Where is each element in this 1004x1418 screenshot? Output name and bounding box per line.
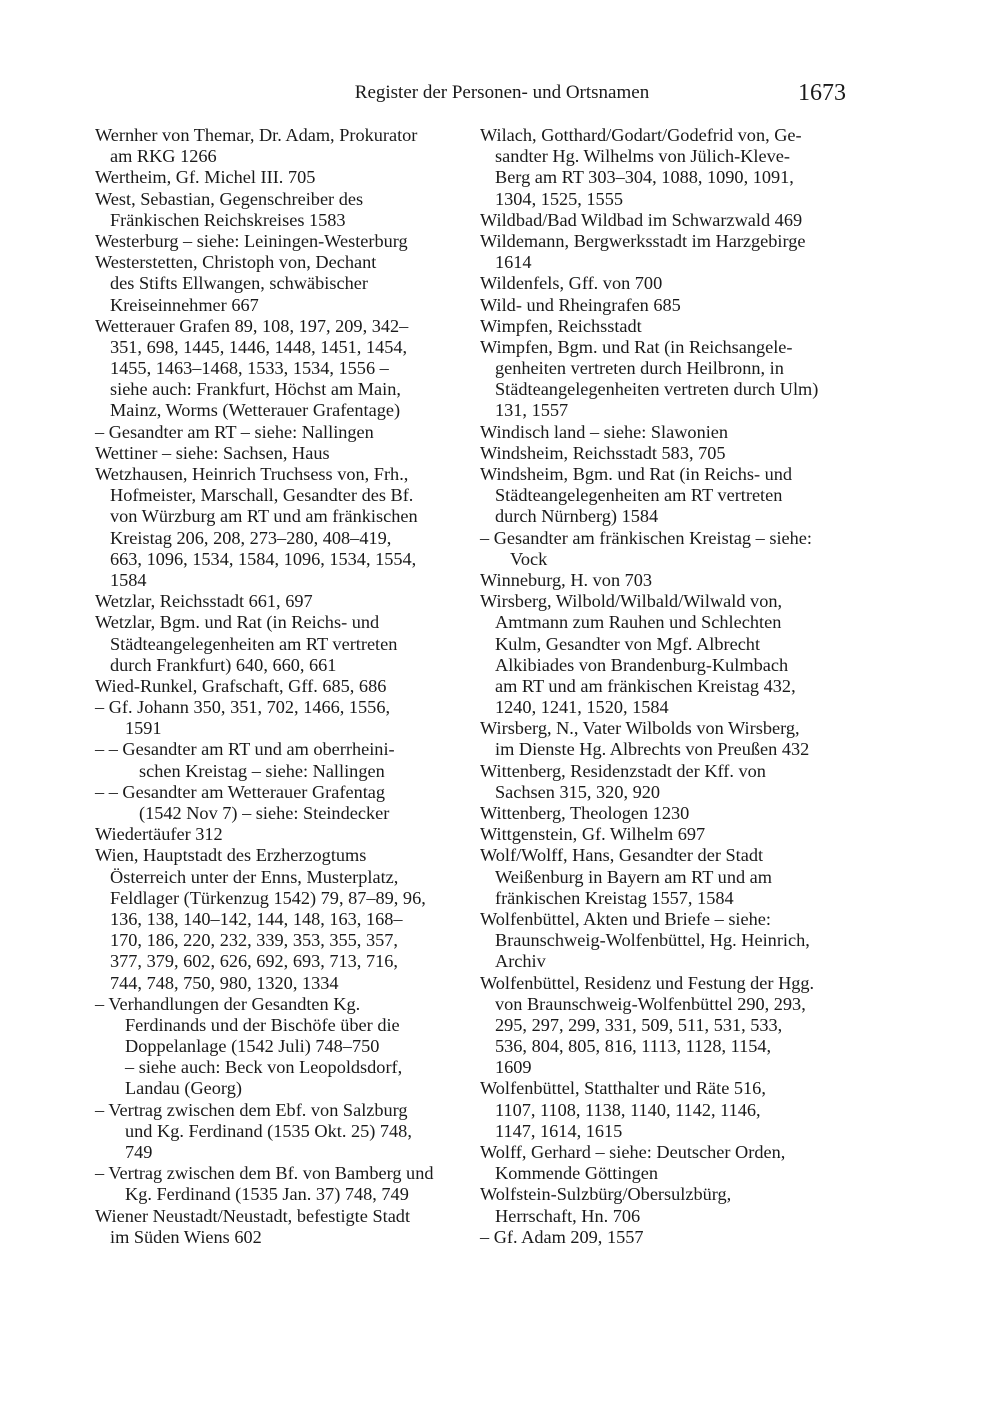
index-line: siehe auch: Frankfurt, Höchst am Main, — [110, 379, 401, 400]
index-line: Wildemann, Bergwerksstadt im Harzgebirge — [480, 230, 806, 251]
index-line: – Vertrag zwischen dem Bf. von Bamberg und — [95, 1163, 434, 1184]
index-line: 1614 — [495, 252, 532, 273]
index-line: 536, 804, 805, 816, 1113, 1128, 1154, — [495, 1036, 772, 1057]
index-line: Landau (Georg) — [125, 1078, 242, 1099]
index-line: Wied-Runkel, Grafschaft, Gff. 685, 686 — [95, 675, 387, 696]
index-line: – Gesandter am fränkischen Kreistag – siehe: — [480, 527, 812, 548]
index-line: Westerstetten, Christoph von, Dechant — [95, 252, 377, 273]
index-line: im Dienste Hg. Albrechts von Preußen 432 — [495, 739, 810, 760]
index-line: Winneburg, H. von 703 — [480, 569, 653, 590]
index-line: Wernher von Themar, Dr. Adam, Prokurator — [95, 125, 418, 145]
index-line: 1455, 1463–1468, 1533, 1534, 1556 – — [110, 358, 389, 379]
index-line: 351, 698, 1445, 1446, 1448, 1451, 1454, — [110, 336, 408, 357]
index-line: durch Frankfurt) 640, 660, 661 — [110, 654, 337, 675]
index-line: Kreiseinnehmer 667 — [110, 294, 259, 315]
index-line: Windsheim, Reichsstadt 583, 705 — [480, 442, 726, 463]
index-line: 1107, 1108, 1138, 1140, 1142, 1146, — [495, 1099, 761, 1120]
index-line: Wetzlar, Reichsstadt 661, 697 — [95, 591, 313, 612]
index-line: Windisch land – siehe: Slawonien — [480, 421, 729, 442]
index-line: Wolfstein-Sulzbürg/Obersulzbürg, — [480, 1184, 732, 1205]
index-line: Wirsberg, Wilbold/Wilbald/Wilwald von, — [480, 591, 783, 612]
index-line: Herrschaft, Hn. 706 — [495, 1205, 641, 1226]
index-line: Wolf/Wolff, Hans, Gesandter der Stadt — [480, 845, 764, 866]
index-line: 744, 748, 750, 980, 1320, 1334 — [110, 972, 339, 993]
index-line: 1304, 1525, 1555 — [495, 188, 623, 209]
index-line: Westerburg – siehe: Leiningen-Westerburg — [95, 230, 408, 251]
index-line: Windsheim, Bgm. und Rat (in Reichs- und — [480, 464, 793, 484]
index-line: – siehe auch: Beck von Leopoldsdorf, — [125, 1057, 403, 1078]
index-line: von Würzburg am RT und am fränkischen — [110, 506, 418, 527]
index-line: – Gesandter am RT – siehe: Nallingen — [95, 421, 374, 442]
index-line: Berg am RT 303–304, 1088, 1090, 1091, — [495, 167, 794, 188]
index-line: Wittenberg, Residenzstadt der Kff. von — [480, 760, 766, 781]
index-line: 1591 — [125, 718, 162, 739]
index-line: Wolfenbüttel, Akten und Briefe – siehe: — [480, 908, 771, 929]
index-line: Kommende Göttingen — [495, 1163, 658, 1184]
index-line: Wiener Neustadt/Neustadt, befestigte Stadt — [95, 1205, 411, 1226]
index-line: Mainz, Worms (Wetterauer Grafentage) — [110, 400, 401, 421]
index-line: 1147, 1614, 1615 — [495, 1120, 623, 1141]
index-line: 749 — [125, 1142, 153, 1162]
index-line: von Braunschweig-Wolfenbüttel 290, 293, — [495, 993, 806, 1014]
index-line: Wetzhausen, Heinrich Truchsess von, Frh., — [95, 464, 409, 484]
index-line: fränkischen Kreistag 1557, 1584 — [495, 887, 734, 908]
index-line: durch Nürnberg) 1584 — [495, 506, 659, 527]
index-line: Wimpfen, Reichsstadt — [480, 315, 642, 336]
index-line: und Kg. Ferdinand (1535 Okt. 25) 748, — [125, 1120, 412, 1141]
index-line: Wilach, Gotthard/Godart/Godefrid von, Ge- — [480, 125, 802, 145]
index-line: – Vertrag zwischen dem Ebf. von Salzburg — [95, 1099, 408, 1120]
index-line: Fränkischen Reichskreises 1583 — [110, 209, 346, 230]
index-line: 663, 1096, 1534, 1584, 1096, 1534, 1554, — [110, 548, 417, 569]
index-line: Sachsen 315, 320, 920 — [495, 781, 661, 802]
index-line: Wirsberg, N., Vater Wilbolds von Wirsberg, — [480, 718, 800, 739]
index-line: Wolfenbüttel, Statthalter und Räte 516, — [480, 1078, 766, 1099]
index-line: Städteangelegenheiten am RT vertreten — [495, 485, 783, 506]
index-line: – – Gesandter am RT und am oberrheini- — [95, 739, 395, 760]
index-line: 295, 297, 299, 331, 509, 511, 531, 533, — [495, 1014, 783, 1035]
index-line: Wiedertäufer 312 — [95, 824, 223, 845]
index-line: Doppelanlage (1542 Juli) 748–750 — [125, 1036, 380, 1057]
index-line: 1240, 1241, 1520, 1584 — [495, 697, 669, 718]
index-line: West, Sebastian, Gegenschreiber des — [95, 188, 364, 209]
index-line: Kg. Ferdinand (1535 Jan. 37) 748, 749 — [125, 1184, 409, 1205]
index-line: Wertheim, Gf. Michel III. 705 — [95, 167, 316, 188]
index-line: Wolfenbüttel, Residenz und Festung der Hgg. — [480, 972, 815, 993]
index-line: Österreich unter der Enns, Musterplatz, — [110, 866, 399, 887]
index-line: 131, 1557 — [495, 400, 569, 421]
index-column-right — [480, 125, 852, 1248]
index-line: – Verhandlungen der Gesandten Kg. — [95, 993, 361, 1014]
index-line: Wittgenstein, Gf. Wilhelm 697 — [480, 824, 706, 845]
index-line: 377, 379, 602, 626, 692, 693, 713, 716, — [110, 951, 398, 972]
index-line: genheiten vertreten durch Heilbronn, in — [495, 358, 784, 379]
index-line: – Gf. Adam 209, 1557 — [480, 1226, 644, 1247]
index-line: des Stifts Ellwangen, schwäbischer — [110, 273, 368, 294]
index-line: Wild- und Rheingrafen 685 — [480, 294, 681, 315]
index-line: Städteangelegenheiten am RT vertreten — [110, 633, 398, 654]
index-line: – Gf. Johann 350, 351, 702, 1466, 1556, — [95, 697, 391, 718]
index-line: – – Gesandter am Wetterauer Grafentag — [95, 781, 386, 802]
index-line: 136, 138, 140–142, 144, 148, 163, 168– — [110, 908, 403, 929]
index-line: Wolff, Gerhard – siehe: Deutscher Orden, — [480, 1142, 786, 1162]
index-line: am RT und am fränkischen Kreistag 432, — [495, 675, 796, 696]
index-line: 1609 — [495, 1057, 532, 1078]
index-line: am RKG 1266 — [110, 146, 217, 167]
index-line: Wittenberg, Theologen 1230 — [480, 803, 690, 823]
index-line: 1584 — [110, 569, 147, 590]
index-line: schen Kreistag – siehe: Nallingen — [139, 760, 385, 781]
index-line: Hofmeister, Marschall, Gesandter des Bf. — [110, 485, 414, 506]
index-line: im Süden Wiens 602 — [110, 1226, 262, 1247]
index-line: Ferdinands und der Bischöfe über die — [125, 1014, 400, 1035]
index-line: sandter Hg. Wilhelms von Jülich-Kleve- — [495, 146, 790, 167]
index-line: Weißenburg in Bayern am RT und am — [495, 866, 773, 887]
index-line: 170, 186, 220, 232, 339, 353, 355, 357, — [110, 930, 398, 951]
index-line: Wimpfen, Bgm. und Rat (in Reichsangele- — [480, 336, 793, 357]
index-column-left — [95, 125, 467, 1248]
index-line: Alkibiades von Brandenburg-Kulmbach — [495, 654, 789, 675]
index-line: Städteangelegenheiten vertreten durch Ulm) — [495, 379, 819, 400]
index-line: Vock — [510, 548, 548, 569]
index-line: (1542 Nov 7) – siehe: Steindecker — [139, 803, 390, 823]
header-title: Register der Personen- und Ortsnamen — [354, 82, 650, 103]
index-line: Wettiner – siehe: Sachsen, Haus — [95, 442, 330, 463]
index-line: Wildenfels, Gff. von 700 — [480, 273, 663, 294]
index-line: Wien, Hauptstadt des Erzherzogtums — [95, 845, 367, 866]
index-line: Wildbad/Bad Wildbad im Schwarzwald 469 — [480, 209, 803, 230]
index-line: Wetzlar, Bgm. und Rat (in Reichs- und — [95, 612, 380, 633]
index-line: Feldlager (Türkenzug 1542) 79, 87–89, 96, — [110, 887, 426, 908]
index-line: Braunschweig-Wolfenbüttel, Hg. Heinrich, — [495, 930, 810, 951]
index-line: Wetterauer Grafen 89, 108, 197, 209, 342– — [95, 315, 409, 336]
index-line: Kulm, Gesandter von Mgf. Albrecht — [495, 633, 761, 654]
index-line: Archiv — [495, 951, 546, 972]
index-line: Amtmann zum Rauhen und Schlechten — [495, 612, 782, 633]
page-number: 1673 — [798, 80, 846, 106]
index-line: Kreistag 206, 208, 273–280, 408–419, — [110, 527, 392, 548]
